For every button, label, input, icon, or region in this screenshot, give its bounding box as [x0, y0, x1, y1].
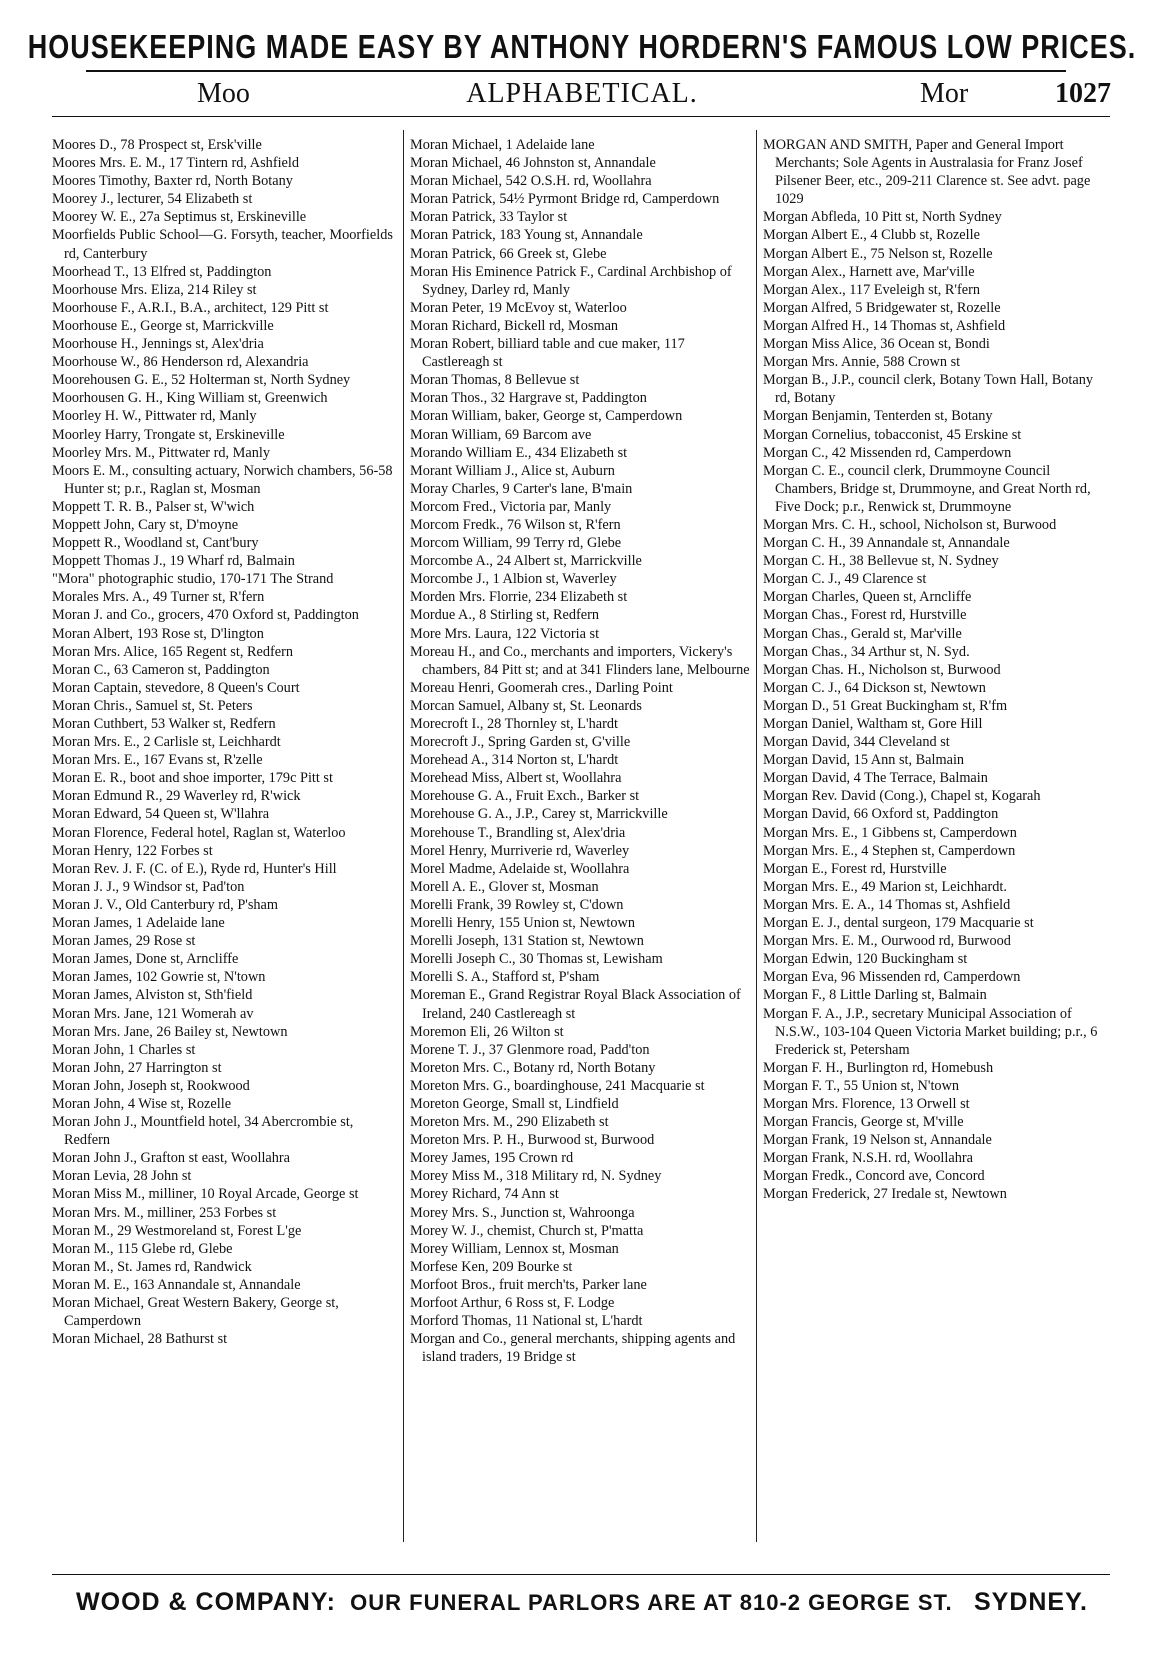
- header-title: ALPHABETICAL.: [466, 78, 698, 109]
- directory-entry: Moran Patrick, 54½ Pyrmont Bridge rd, Camperdown: [410, 191, 720, 208]
- directory-entry: Moorhouse E., George st, Marrickville: [52, 317, 274, 334]
- directory-entry: Moorey J., lecturer, 54 Elizabeth st: [52, 191, 253, 208]
- directory-entry: Morelli Henry, 155 Union st, Newtown: [410, 915, 636, 932]
- directory-entry: Moppett T. R. B., Palser st, W'wich: [52, 498, 255, 515]
- directory-entry: Moores D., 78 Prospect st, Ersk'ville: [52, 137, 262, 153]
- directory-entry: Moppett R., Woodland st, Cant'bury: [52, 535, 259, 552]
- directory-entry: Morgan F. T., 55 Union st, N'town: [763, 1077, 960, 1094]
- directory-entry: Moran E. R., boot and shoe importer, 179c Pitt st: [52, 770, 333, 787]
- directory-entry: Moran Edmund R., 29 Waverley rd, R'wick: [52, 788, 301, 805]
- directory-entry: Moorley H. W., Pittwater rd, Manly: [52, 408, 257, 425]
- top-banner: HOUSEKEEPING MADE EASY BY ANTHONY HORDERN'S FAMOUS LOW PRICES.: [27, 28, 1137, 66]
- header-right-guide: Mor: [920, 78, 969, 109]
- directory-entry: Morey Miss M., 318 Military rd, N. Sydney: [410, 1168, 662, 1185]
- directory-entry: Moran Miss M., milliner, 10 Royal Arcade, George st: [52, 1186, 359, 1203]
- directory-entry: Moran Cuthbert, 53 Walker st, Redfern: [52, 716, 276, 732]
- directory-entry: Moran James, 29 Rose st: [52, 933, 196, 950]
- directory-entry: Morgan F. H., Burlington rd, Homebush: [763, 1059, 994, 1076]
- directory-entry: Morford Thomas, 11 National st, L'hardt: [410, 1313, 643, 1330]
- directory-entry: Moorley Harry, Trongate st, Erskineville: [52, 426, 285, 443]
- directory-entry: Moran Michael, 1 Adelaide lane: [410, 137, 595, 153]
- directory-entry: Morgan Fredk., Concord ave, Concord: [763, 1168, 985, 1185]
- directory-entry: Morgan Mrs. Florence, 13 Orwell st: [763, 1095, 970, 1112]
- directory-entry: Moran James, Done st, Arncliffe: [52, 951, 239, 968]
- directory-entry: Morel Madme, Adelaide st, Woollahra: [410, 860, 630, 877]
- directory-entry: Morehouse G. A., Fruit Exch., Barker st: [410, 788, 640, 805]
- directory-entry: Morgan Francis, George st, M'ville: [763, 1114, 964, 1131]
- directory-entry: Morgan Daniel, Waltham st, Gore Hill: [763, 716, 983, 732]
- directory-entry: Morel Henry, Murriverie rd, Waverley: [410, 842, 630, 859]
- directory-entry: Morgan E., Forest rd, Hurstville: [763, 860, 947, 877]
- directory-entry: Morgan Alfred H., 14 Thomas st, Ashfield: [763, 317, 1006, 334]
- directory-entry: Moran Levia, 28 John st: [52, 1168, 192, 1185]
- directory-entry: Morgan C. E., council clerk, Drummoyne Council Chambers, Bridge st, Drummoyne, and Great North rd, Five Dock; p.r., Renwick st, Drummoyne: [763, 462, 1091, 515]
- directory-entry: Morgan David, 66 Oxford st, Paddington: [763, 806, 999, 823]
- directory-entry: Moran Captain, stevedore, 8 Queen's Court: [52, 679, 300, 696]
- directory-entry: Morell A. E., Glover st, Mosman: [410, 878, 599, 895]
- directory-entry: Morgan Abfleda, 10 Pitt st, North Sydney: [763, 209, 1002, 226]
- directory-entry: Moorhousen G. H., King William st, Greenwich: [52, 390, 328, 407]
- directory-entry: Morcombe A., 24 Albert st, Marrickville: [410, 553, 642, 570]
- directory-entry: MORGAN AND SMITH, Paper and General Import Merchants; Sole Agents in Australasia for Franz Josef Pilsener Beer, etc., 209-211 Clarence st. See advt. page 1029: [763, 137, 1091, 208]
- directory-entry: Morfese Ken, 209 Bourke st: [410, 1258, 573, 1275]
- directory-entry: Morgan David, 15 Ann st, Balmain: [763, 752, 965, 769]
- directory-entry: Morene T. J., 37 Glenmore road, Padd'ton: [410, 1041, 650, 1058]
- directory-entry: Moppett Thomas J., 19 Wharf rd, Balmain: [52, 553, 295, 570]
- directory-entry: Morelli Joseph C., 30 Thomas st, Lewisham: [410, 951, 663, 968]
- directory-entry: Morgan C. H., 38 Bellevue st, N. Sydney: [763, 553, 999, 570]
- directory-entry: Morelli S. A., Stafford st, P'sham: [410, 969, 600, 986]
- directory-entry: Morgan David, 4 The Terrace, Balmain: [763, 770, 988, 787]
- directory-entry: Morey William, Lennox st, Mosman: [410, 1240, 619, 1257]
- directory-entry: Morgan F., 8 Little Darling st, Balmain: [763, 987, 987, 1004]
- directory-entry: Moorley Mrs. M., Pittwater rd, Manly: [52, 444, 271, 461]
- directory-entry: Morcom Fredk., 76 Wilson st, R'fern: [410, 516, 621, 533]
- directory-entry: Morando William E., 434 Elizabeth st: [410, 444, 628, 461]
- directory-entry: Moors E. M., consulting actuary, Norwich chambers, 56-58 Hunter st; p.r., Raglan st, Mosman: [52, 462, 393, 497]
- directory-entry: Morecroft J., Spring Garden st, G'ville: [410, 734, 631, 751]
- directory-entry: Moran Michael, Great Western Bakery, George st, Camperdown: [52, 1295, 339, 1330]
- directory-entry: Morehead A., 314 Norton st, L'hardt: [410, 752, 619, 769]
- directory-entry: Morgan D., 51 Great Buckingham st, R'fm: [763, 697, 1008, 714]
- directory-entry: Morehead Miss, Albert st, Woollahra: [410, 770, 622, 787]
- directory-entry: Moran James, 102 Gowrie st, N'town: [52, 969, 266, 986]
- directory-entry: Morgan David, 344 Cleveland st: [763, 734, 950, 751]
- directory-entry: Morgan Alex., Harnett ave, Mar'ville: [763, 263, 975, 280]
- top-rule: [86, 70, 1066, 72]
- directory-entry: Morant William J., Alice st, Auburn: [410, 462, 615, 479]
- directory-entry: Moran Mrs. E., 2 Carlisle st, Leichhardt: [52, 734, 281, 751]
- directory-entry: Moray Charles, 9 Carter's lane, B'main: [410, 480, 633, 497]
- directory-entry: Moorhouse W., 86 Henderson rd, Alexandria: [52, 354, 309, 371]
- directory-entry: Moran His Eminence Patrick F., Cardinal Archbishop of Sydney, Darley rd, Manly: [410, 263, 732, 298]
- directory-entry: Moran J. and Co., grocers, 470 Oxford st, Paddington: [52, 607, 359, 624]
- column-divider-1: [403, 130, 404, 1542]
- directory-entry: Moran Thos., 32 Hargrave st, Paddington: [410, 390, 647, 407]
- directory-entry: Morgan Mrs. Annie, 588 Crown st: [763, 354, 961, 371]
- directory-column-3: [763, 136, 1103, 1204]
- directory-entry: Moran C., 63 Cameron st, Paddington: [52, 661, 270, 678]
- directory-entry: Morgan Chas., 34 Arthur st, N. Syd.: [763, 643, 970, 660]
- directory-entry: Morgan Frank, 19 Nelson st, Annandale: [763, 1132, 992, 1149]
- directory-entry: Moran Edward, 54 Queen st, W'llahra: [52, 806, 270, 823]
- directory-entry: Moran John, 1 Charles st: [52, 1041, 196, 1058]
- directory-entry: Morgan Albert E., 4 Clubb st, Rozelle: [763, 227, 980, 244]
- directory-entry: Morgan and Co., general merchants, shipping agents and island traders, 19 Bridge st: [410, 1331, 736, 1366]
- directory-entry: Moran M. E., 163 Annandale st, Annandale: [52, 1276, 301, 1293]
- directory-entry: Morgan Chas., Gerald st, Mar'ville: [763, 625, 962, 642]
- directory-entry: Moran Mrs. Jane, 121 Womerah av: [52, 1005, 254, 1022]
- directory-entry: Morgan Eva, 96 Missenden rd, Camperdown: [763, 969, 1021, 986]
- directory-entry: Mordue A., 8 Stirling st, Redfern: [410, 607, 600, 624]
- bottom-rule: [52, 1574, 1110, 1575]
- directory-entry: Moores Mrs. E. M., 17 Tintern rd, Ashfield: [52, 155, 300, 172]
- directory-entry: Morden Mrs. Florrie, 234 Elizabeth st: [410, 589, 628, 606]
- directory-entry: Moran M., St. James rd, Randwick: [52, 1258, 252, 1275]
- directory-entry: Moran J. V., Old Canterbury rd, P'sham: [52, 896, 279, 913]
- directory-entry: Moran William, baker, George st, Camperdown: [410, 408, 683, 425]
- directory-entry: Morey Richard, 74 Ann st: [410, 1186, 559, 1203]
- directory-entry: Morfoot Arthur, 6 Ross st, F. Lodge: [410, 1295, 615, 1311]
- bottom-banner: [0, 1588, 1164, 1617]
- directory-entry: Morgan Frank, N.S.H. rd, Woollahra: [763, 1150, 973, 1167]
- directory-entry: Moran Chris., Samuel st, St. Peters: [52, 697, 253, 714]
- directory-entry: Moran James, Alviston st, Sth'field: [52, 987, 253, 1004]
- directory-entry: Moreton Mrs. P. H., Burwood st, Burwood: [410, 1132, 655, 1149]
- advertiser-name: WOOD & COMPANY:: [76, 1588, 336, 1616]
- directory-entry: Morgan F. A., J.P., secretary Municipal Association of N.S.W., 103-104 Queen Victoria Market building; p.r., 6 Frederick st, Petersham: [763, 1005, 1098, 1058]
- directory-entry: Moran Patrick, 183 Young st, Annandale: [410, 227, 643, 244]
- directory-entry: Moran John, 27 Harrington st: [52, 1059, 222, 1076]
- directory-entry: Morgan Frederick, 27 Iredale st, Newtown: [763, 1186, 1007, 1203]
- directory-entry: Moran Peter, 19 McEvoy st, Waterloo: [410, 299, 627, 316]
- directory-entry: Moreman E., Grand Registrar Royal Black Association of Ireland, 240 Castlereagh st: [410, 987, 741, 1022]
- directory-entry: Moreau H., and Co., merchants and importers, Vickery's chambers, 84 Pitt st; and at 341 Flinders lane, Melbourne: [410, 643, 750, 678]
- directory-entry: Morgan Miss Alice, 36 Ocean st, Bondi: [763, 336, 990, 353]
- directory-entry: "Mora" photographic studio, 170-171 The Strand: [52, 571, 334, 588]
- directory-entry: Morcombe J., 1 Albion st, Waverley: [410, 571, 617, 588]
- directory-entry: Moran Florence, Federal hotel, Raglan st, Waterloo: [52, 824, 346, 841]
- directory-entry: Moran Mrs. Alice, 165 Regent st, Redfern: [52, 643, 294, 660]
- directory-entry: Moran Robert, billiard table and cue maker, 117 Castlereagh st: [410, 336, 685, 371]
- directory-entry: Moores Timothy, Baxter rd, North Botany: [52, 173, 293, 190]
- directory-entry: Moran Thomas, 8 Bellevue st: [410, 372, 580, 389]
- directory-entry: Moran Mrs. E., 167 Evans st, R'zelle: [52, 752, 263, 769]
- header-rule: [52, 116, 1110, 117]
- directory-entry: Moran William, 69 Barcom ave: [410, 426, 592, 443]
- directory-entry: Moorfields Public School—G. Forsyth, teacher, Moorfields rd, Canterbury: [52, 227, 393, 262]
- header-left-guide: Moo: [197, 78, 250, 109]
- directory-entry: Moreau Henri, Goomerah cres., Darling Point: [410, 679, 673, 696]
- directory-entry: Moorehousen G. E., 52 Holterman st, North Sydney: [52, 372, 351, 389]
- directory-entry: Morelli Frank, 39 Rowley st, C'down: [410, 896, 624, 913]
- directory-entry: Morey W. J., chemist, Church st, P'matta: [410, 1222, 644, 1239]
- directory-entry: Morales Mrs. A., 49 Turner st, R'fern: [52, 589, 265, 606]
- directory-entry: Morgan Mrs. E. A., 14 Thomas st, Ashfield: [763, 896, 1011, 913]
- directory-entry: Morgan Mrs. E., 4 Stephen st, Camperdown: [763, 842, 1016, 859]
- directory-entry: More Mrs. Laura, 122 Victoria st: [410, 625, 600, 642]
- directory-entry: Moran Patrick, 66 Greek st, Glebe: [410, 245, 607, 262]
- directory-entry: Morecroft I., 28 Thornley st, L'hardt: [410, 716, 618, 732]
- directory-entry: Morcom Fred., Victoria par, Manly: [410, 498, 612, 515]
- directory-entry: Morgan Charles, Queen st, Arncliffe: [763, 589, 972, 606]
- directory-entry: Moorhouse F., A.R.I., B.A., architect, 129 Pitt st: [52, 299, 329, 316]
- directory-entry: Moran James, 1 Adelaide lane: [52, 915, 225, 932]
- directory-entry: Morfoot Bros., fruit merch'ts, Parker lane: [410, 1276, 647, 1293]
- directory-entry: Morcan Samuel, Albany st, St. Leonards: [410, 697, 642, 714]
- directory-entry: Moran Henry, 122 Forbes st: [52, 842, 213, 859]
- directory-entry: Moran Albert, 193 Rose st, D'lington: [52, 625, 264, 642]
- directory-entry: Moorey W. E., 27a Septimus st, Erskineville: [52, 209, 307, 226]
- directory-entry: Moran John J., Mountfield hotel, 34 Abercrombie st, Redfern: [52, 1114, 354, 1149]
- directory-entry: Moran M., 115 Glebe rd, Glebe: [52, 1240, 233, 1257]
- directory-entry: Morgan Cornelius, tobacconist, 45 Erskine st: [763, 426, 1022, 443]
- directory-entry: Moreton Mrs. C., Botany rd, North Botany: [410, 1059, 656, 1076]
- directory-entry: Morey Mrs. S., Junction st, Wahroonga: [410, 1204, 635, 1221]
- directory-entry: Moran M., 29 Westmoreland st, Forest L'ge: [52, 1222, 302, 1239]
- directory-entry: Morgan Mrs. E., 1 Gibbens st, Camperdown: [763, 824, 1017, 841]
- directory-entry: Morelli Joseph, 131 Station st, Newtown: [410, 933, 644, 950]
- directory-entry: Moran Michael, 46 Johnston st, Annandale: [410, 155, 656, 172]
- page-header: [0, 78, 1164, 114]
- directory-entry: Moran John J., Grafton st east, Woollahra: [52, 1150, 291, 1167]
- directory-entry: Morcom William, 99 Terry rd, Glebe: [410, 535, 622, 552]
- directory-entry: Moppett John, Cary st, D'moyne: [52, 516, 239, 533]
- directory-entry: Morgan Mrs. C. H., school, Nicholson st, Burwood: [763, 516, 1057, 533]
- directory-entry: Moran Patrick, 33 Taylor st: [410, 209, 568, 226]
- directory-entry: Morgan B., J.P., council clerk, Botany Town Hall, Botany rd, Botany: [763, 372, 1094, 407]
- directory-column-1: [52, 136, 400, 1348]
- directory-entry: Moran J. J., 9 Windsor st, Pad'ton: [52, 878, 245, 895]
- directory-entry: Morgan C., 42 Missenden rd, Camperdown: [763, 444, 1012, 461]
- directory-entry: Moran Richard, Bickell rd, Mosman: [410, 317, 619, 334]
- directory-entry: Moreton George, Small st, Lindfield: [410, 1095, 619, 1112]
- directory-entry: Moremon Eli, 26 Wilton st: [410, 1023, 564, 1040]
- directory-entry: Moran Michael, 542 O.S.H. rd, Woollahra: [410, 173, 652, 190]
- directory-entry: Moran Rev. J. F. (C. of E.), Ryde rd, Hunter's Hill: [52, 860, 337, 877]
- directory-entry: Moran Mrs. Jane, 26 Bailey st, Newtown: [52, 1023, 288, 1040]
- directory-entry: Morgan Chas., Forest rd, Hurstville: [763, 607, 967, 624]
- advertisement-text: OUR FUNERAL PARLORS ARE AT 810-2 GEORGE ST.: [350, 1590, 953, 1615]
- directory-entry: Morgan E. J., dental surgeon, 179 Macquarie st: [763, 915, 1034, 932]
- column-divider-2: [756, 130, 757, 1542]
- directory-entry: Morgan C. J., 64 Dickson st, Newtown: [763, 679, 986, 696]
- directory-entry: Moorhead T., 13 Elfred st, Paddington: [52, 263, 272, 280]
- directory-entry: Morgan Mrs. E. M., Ourwood rd, Burwood: [763, 933, 1011, 950]
- directory-entry: Morgan Alfred, 5 Bridgewater st, Rozelle: [763, 299, 1001, 316]
- directory-entry: Morgan Edwin, 120 Buckingham st: [763, 951, 968, 968]
- directory-entry: Morgan Chas. H., Nicholson st, Burwood: [763, 661, 1001, 678]
- directory-entry: Moran John, 4 Wise st, Rozelle: [52, 1095, 232, 1112]
- directory-entry: Moorhouse H., Jennings st, Alex'dria: [52, 336, 264, 353]
- directory-entry: Moran Michael, 28 Bathurst st: [52, 1331, 228, 1348]
- directory-entry: Morgan Alex., 117 Eveleigh st, R'fern: [763, 281, 980, 298]
- directory-entry: Morey James, 195 Crown rd: [410, 1150, 574, 1167]
- directory-column-2: [410, 136, 750, 1366]
- directory-entry: Morgan Rev. David (Cong.), Chapel st, Kogarah: [763, 788, 1041, 805]
- directory-entry: Moreton Mrs. G., boardinghouse, 241 Macquarie st: [410, 1077, 705, 1094]
- directory-entry: Morgan Benjamin, Tenterden st, Botany: [763, 408, 993, 425]
- directory-entry: Morgan Mrs. E., 49 Marion st, Leichhardt.: [763, 878, 1007, 895]
- directory-entry: Morehouse G. A., J.P., Carey st, Marrickville: [410, 806, 668, 823]
- directory-entry: Morgan Albert E., 75 Nelson st, Rozelle: [763, 245, 993, 262]
- directory-entry: Moran Mrs. M., milliner, 253 Forbes st: [52, 1204, 277, 1221]
- directory-entry: Moran John, Joseph st, Rookwood: [52, 1077, 250, 1094]
- page-number: 1027: [1055, 78, 1111, 109]
- directory-entry: Morgan C. H., 39 Annandale st, Annandale: [763, 535, 1010, 552]
- advertisement-city: SYDNEY.: [973, 1588, 1088, 1616]
- directory-entry: Morehouse T., Brandling st, Alex'dria: [410, 824, 626, 841]
- directory-entry: Moorhouse Mrs. Eliza, 214 Riley st: [52, 281, 257, 298]
- directory-entry: Moreton Mrs. M., 290 Elizabeth st: [410, 1114, 609, 1131]
- directory-entry: Morgan C. J., 49 Clarence st: [763, 571, 927, 588]
